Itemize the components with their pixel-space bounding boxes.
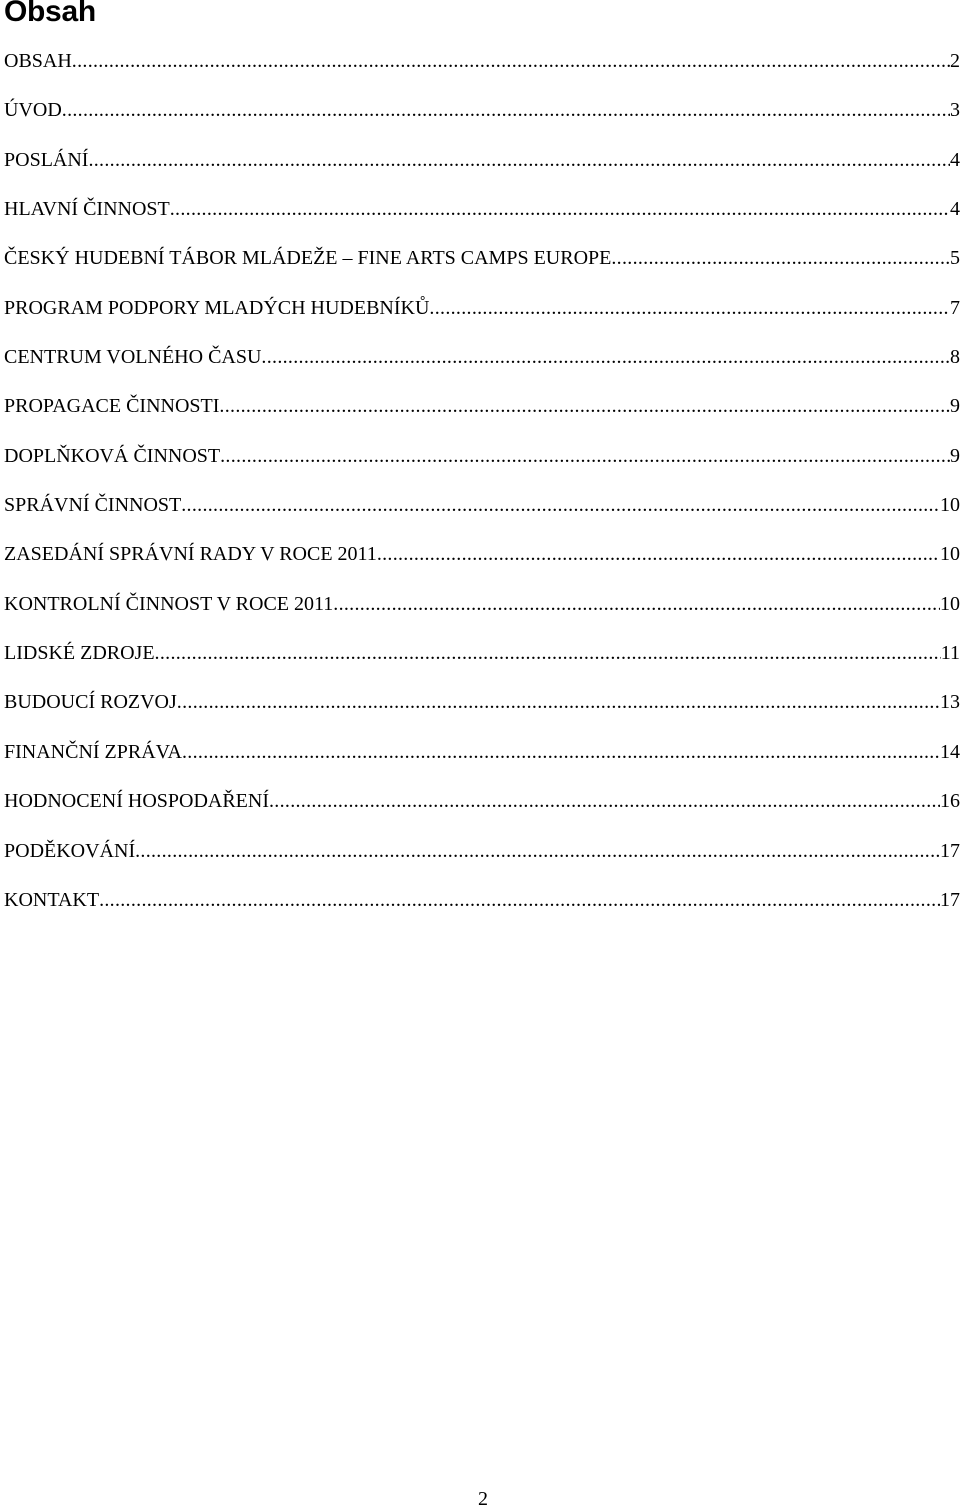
toc-entry-page: 2 [950,50,960,72]
toc-entry[interactable] [4,143,960,192]
toc-entry-title: KONTAKT [4,888,100,911]
toc-entry-page: 17 [940,839,960,862]
toc-dot-leader [377,537,940,571]
toc-dot-leader [72,44,950,78]
toc-entry-page: 10 [940,494,960,517]
toc-dot-leader [220,439,950,473]
toc-entry-title: ČESKÝ HUDEBNÍ TÁBOR MLÁDEŽE – FINE ARTS CAMPS EUROPE [4,247,612,270]
toc-entry-page: 13 [940,691,960,714]
toc-entry-title: BUDOUCÍ ROZVOJ [4,691,177,714]
toc-entry-page: 9 [950,395,960,418]
toc-entry-title: OBSAH [4,50,72,72]
toc-entry[interactable] [4,735,960,784]
toc-entry[interactable] [4,587,960,636]
toc-entry-title: POSLÁNÍ [4,148,89,171]
toc-entry-page: 9 [950,444,960,467]
toc-dot-leader [269,784,940,818]
toc-dot-leader [135,834,940,868]
toc-dot-leader [170,192,950,226]
toc-entry[interactable] [4,93,960,142]
toc-entry-page: 16 [940,790,960,813]
table-of-contents [4,44,960,932]
toc-entry[interactable] [4,192,960,241]
toc-entry-title: SPRÁVNÍ ČINNOST [4,494,182,517]
toc-entry-title: FINANČNÍ ZPRÁVA [4,740,182,763]
toc-entry-page: 4 [950,148,960,171]
toc-entry-title: PODĚKOVÁNÍ [4,839,136,862]
page-number: 2 [478,1488,488,1510]
toc-entry-title: DOPLŇKOVÁ ČINNOST [4,444,221,467]
toc-dot-leader [177,685,940,719]
toc-heading: Obsah [4,0,96,28]
toc-entry-page: 7 [950,296,960,319]
toc-entry[interactable] [4,537,960,586]
toc-entry-page: 8 [950,346,960,369]
toc-entry[interactable] [4,439,960,488]
toc-entry[interactable] [4,389,960,438]
toc-dot-leader [611,241,950,275]
toc-entry[interactable] [4,685,960,734]
toc-entry[interactable] [4,784,960,833]
toc-dot-leader [99,883,940,917]
toc-entry-title: HODNOCENÍ HOSPODAŘENÍ [4,790,269,813]
toc-entry[interactable] [4,241,960,290]
toc-entry-page: 3 [950,99,960,122]
toc-entry-title: HLAVNÍ ČINNOST [4,198,170,221]
toc-entry[interactable] [4,636,960,685]
toc-dot-leader [181,488,940,522]
toc-dot-leader [219,389,950,423]
toc-dot-leader [62,93,950,127]
toc-entry-title: CENTRUM VOLNÉHO ČASU [4,346,262,369]
toc-dot-leader [429,291,950,325]
toc-entry-title: PROPAGACE ČINNOSTI [4,395,220,418]
toc-entry-title: PROGRAM PODPORY MLADÝCH HUDEBNÍKŮ [4,296,430,319]
toc-entry-title: ÚVOD [4,99,62,122]
toc-entry-page: 5 [950,247,960,270]
toc-entry[interactable] [4,883,960,932]
toc-entry-title: KONTROLNÍ ČINNOST V ROCE 2011 [4,592,334,615]
toc-entry-page: 17 [940,888,960,911]
toc-dot-leader [182,735,940,769]
toc-entry-page: 10 [940,592,960,615]
toc-entry-page: 14 [940,740,960,763]
toc-dot-leader [155,636,941,670]
toc-entry-page: 11 [940,642,960,665]
toc-entry-title: ZASEDÁNÍ SPRÁVNÍ RADY V ROCE 2011 [4,543,377,566]
toc-entry[interactable] [4,44,960,93]
toc-entry[interactable] [4,291,960,340]
toc-dot-leader [333,587,940,621]
toc-entry-page: 10 [940,543,960,566]
toc-entry-page: 4 [950,198,960,221]
toc-entry[interactable] [4,340,960,389]
toc-entry-title: LIDSKÉ ZDROJE [4,642,155,665]
toc-entry[interactable] [4,488,960,537]
toc-dot-leader [261,340,950,374]
toc-entry[interactable] [4,834,960,883]
toc-dot-leader [88,143,950,177]
